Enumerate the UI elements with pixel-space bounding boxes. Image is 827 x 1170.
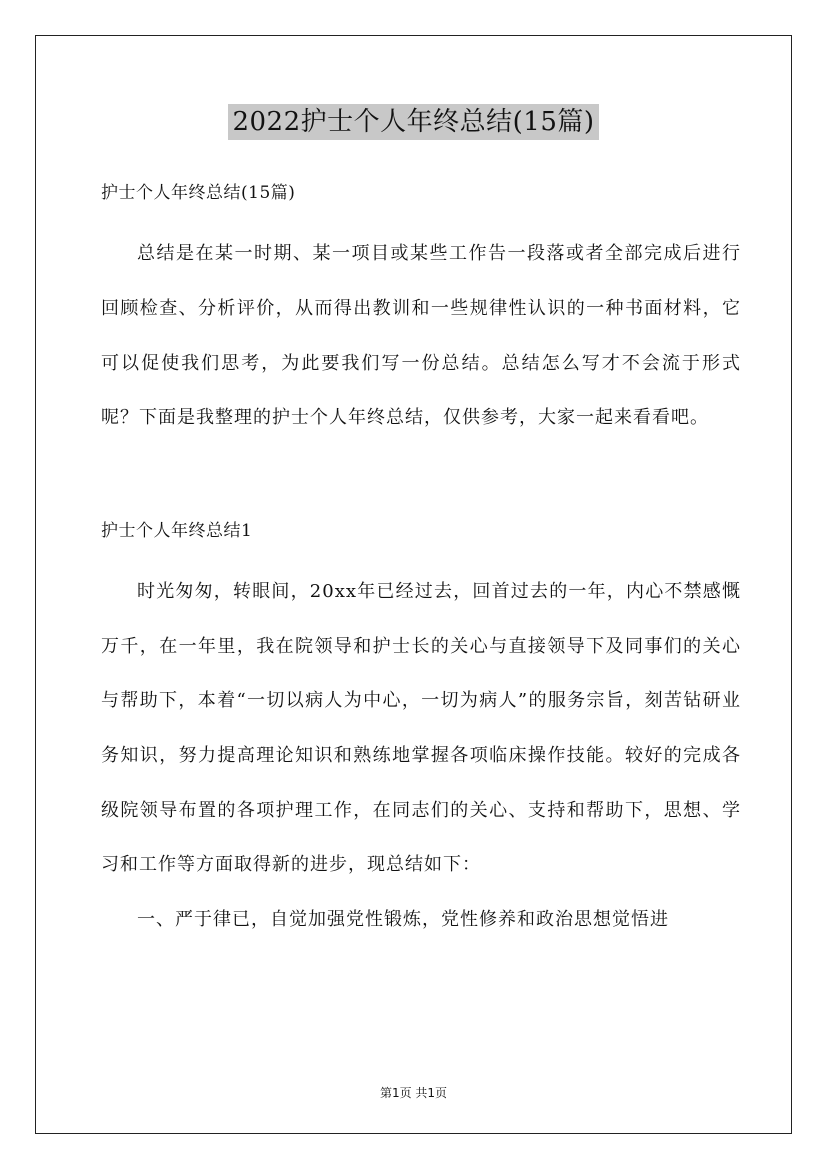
section-heading: 护士个人年终总结1 — [101, 520, 253, 541]
section-gap — [101, 446, 741, 518]
page-footer: 第1页 共1页 — [379, 1086, 448, 1100]
document-body — [101, 180, 741, 947]
section-paragraph-2: 一、严于律已，自觉加强党性锻炼，党性修养和政治思想觉悟进 — [137, 908, 669, 930]
document-title: 2022护士个人年终总结(15篇) — [228, 104, 598, 140]
section-paragraph: 时光匆匆，转眼间，20xx年已经过去，回首过去的一年，内心不禁感慨万千，在一年里，我在院领导和护士长的关心与直接领导下及同事们的关心与帮助下，本着“一切以病人为中心，一切为病人”的服务宗旨，刻苦钻研业务知识，努力提高理论知识和熟练地掌握各项临床操作技能。较好的完成各级院领导布置的各项护理工作，在同志们的关心、支持和帮助下，思想、学习和工作等方面取得新的进步，现总结如下： — [101, 581, 741, 876]
intro-paragraph: 总结是在某一时期、某一项目或某些工作告一段落或者全部完成后进行回顾检查、分析评价，从而得出教训和一些规律性认识的一种书面材料，它可以促使我们思考，为此要我们写一份总结。总结怎么写才不会流于形式呢？下面是我整理的护士个人年终总结，仅供参考，大家一起来看看吧。 — [101, 243, 741, 429]
title-container — [0, 104, 827, 140]
document-subtitle: 护士个人年终总结(15篇) — [101, 183, 296, 203]
